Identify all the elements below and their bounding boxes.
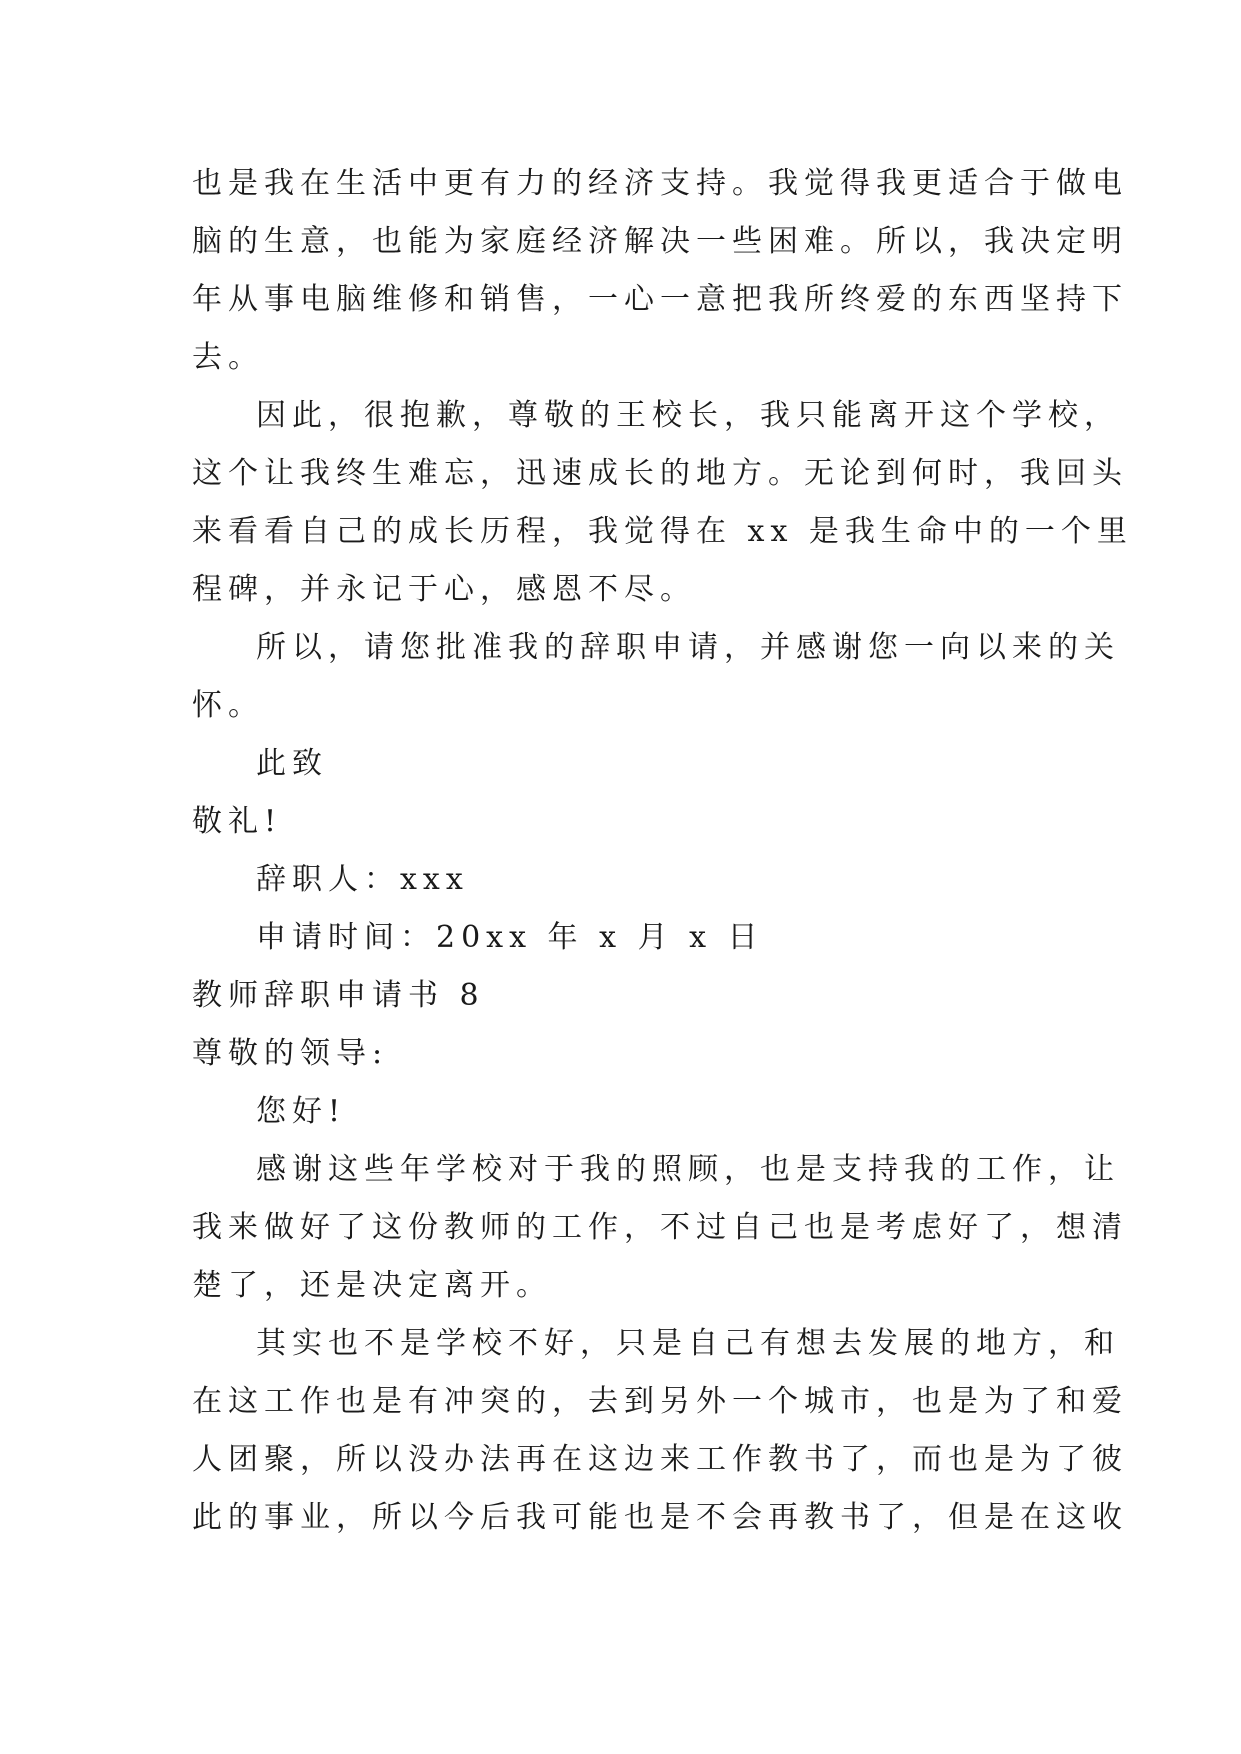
paragraph-line: 我来做好了这份教师的工作，不过自己也是考虑好了，想清	[192, 1210, 1128, 1245]
paragraph-line: 脑的生意，也能为家庭经济解决一些困难。所以，我决定明	[192, 224, 1128, 259]
paragraph-line: 这个让我终生难忘，迅速成长的地方。无论到何时，我回头	[192, 456, 1128, 491]
paragraph-line: 也是我在生活中更有力的经济支持。我觉得我更适合于做电	[192, 166, 1128, 201]
paragraph-line: 其实也不是学校不好，只是自己有想去发展的地方，和	[256, 1326, 1120, 1361]
greeting: 尊敬的领导:	[192, 1036, 389, 1071]
paragraph-line: 所以，请您批准我的辞职申请，并感谢您一向以来的关	[256, 630, 1120, 665]
section-title: 教师辞职申请书 8	[192, 978, 485, 1013]
paragraph-line: 程碑，并永记于心，感恩不尽。	[192, 572, 696, 607]
paragraph-line: 因此，很抱歉，尊敬的王校长，我只能离开这个学校，	[256, 398, 1120, 433]
paragraph-line: 去。	[192, 340, 264, 375]
paragraph-line: 来看看自己的成长历程，我觉得在 xx 是我生命中的一个里	[192, 514, 1133, 549]
paragraph-line: 感谢这些年学校对于我的照顾，也是支持我的工作，让	[256, 1152, 1120, 1187]
signature-date: 申请时间：20xx 年 x 月 x 日	[256, 920, 764, 955]
closing-salutation: 此致	[256, 746, 328, 781]
paragraph-line: 此的事业，所以今后我可能也是不会再教书了，但是在这收	[192, 1500, 1128, 1535]
signature-name: 辞职人：xxx	[256, 862, 469, 897]
greeting-hello: 您好!	[256, 1094, 347, 1129]
closing-respect: 敬礼!	[192, 804, 283, 839]
paragraph-line: 怀。	[192, 688, 264, 723]
paragraph-line: 在这工作也是有冲突的，去到另外一个城市，也是为了和爱	[192, 1384, 1128, 1419]
paragraph-line: 人团聚，所以没办法再在这边来工作教书了，而也是为了彼	[192, 1442, 1128, 1477]
paragraph-line: 楚了，还是决定离开。	[192, 1268, 552, 1303]
paragraph-line: 年从事电脑维修和销售，一心一意把我所终爱的东西坚持下	[192, 282, 1128, 317]
